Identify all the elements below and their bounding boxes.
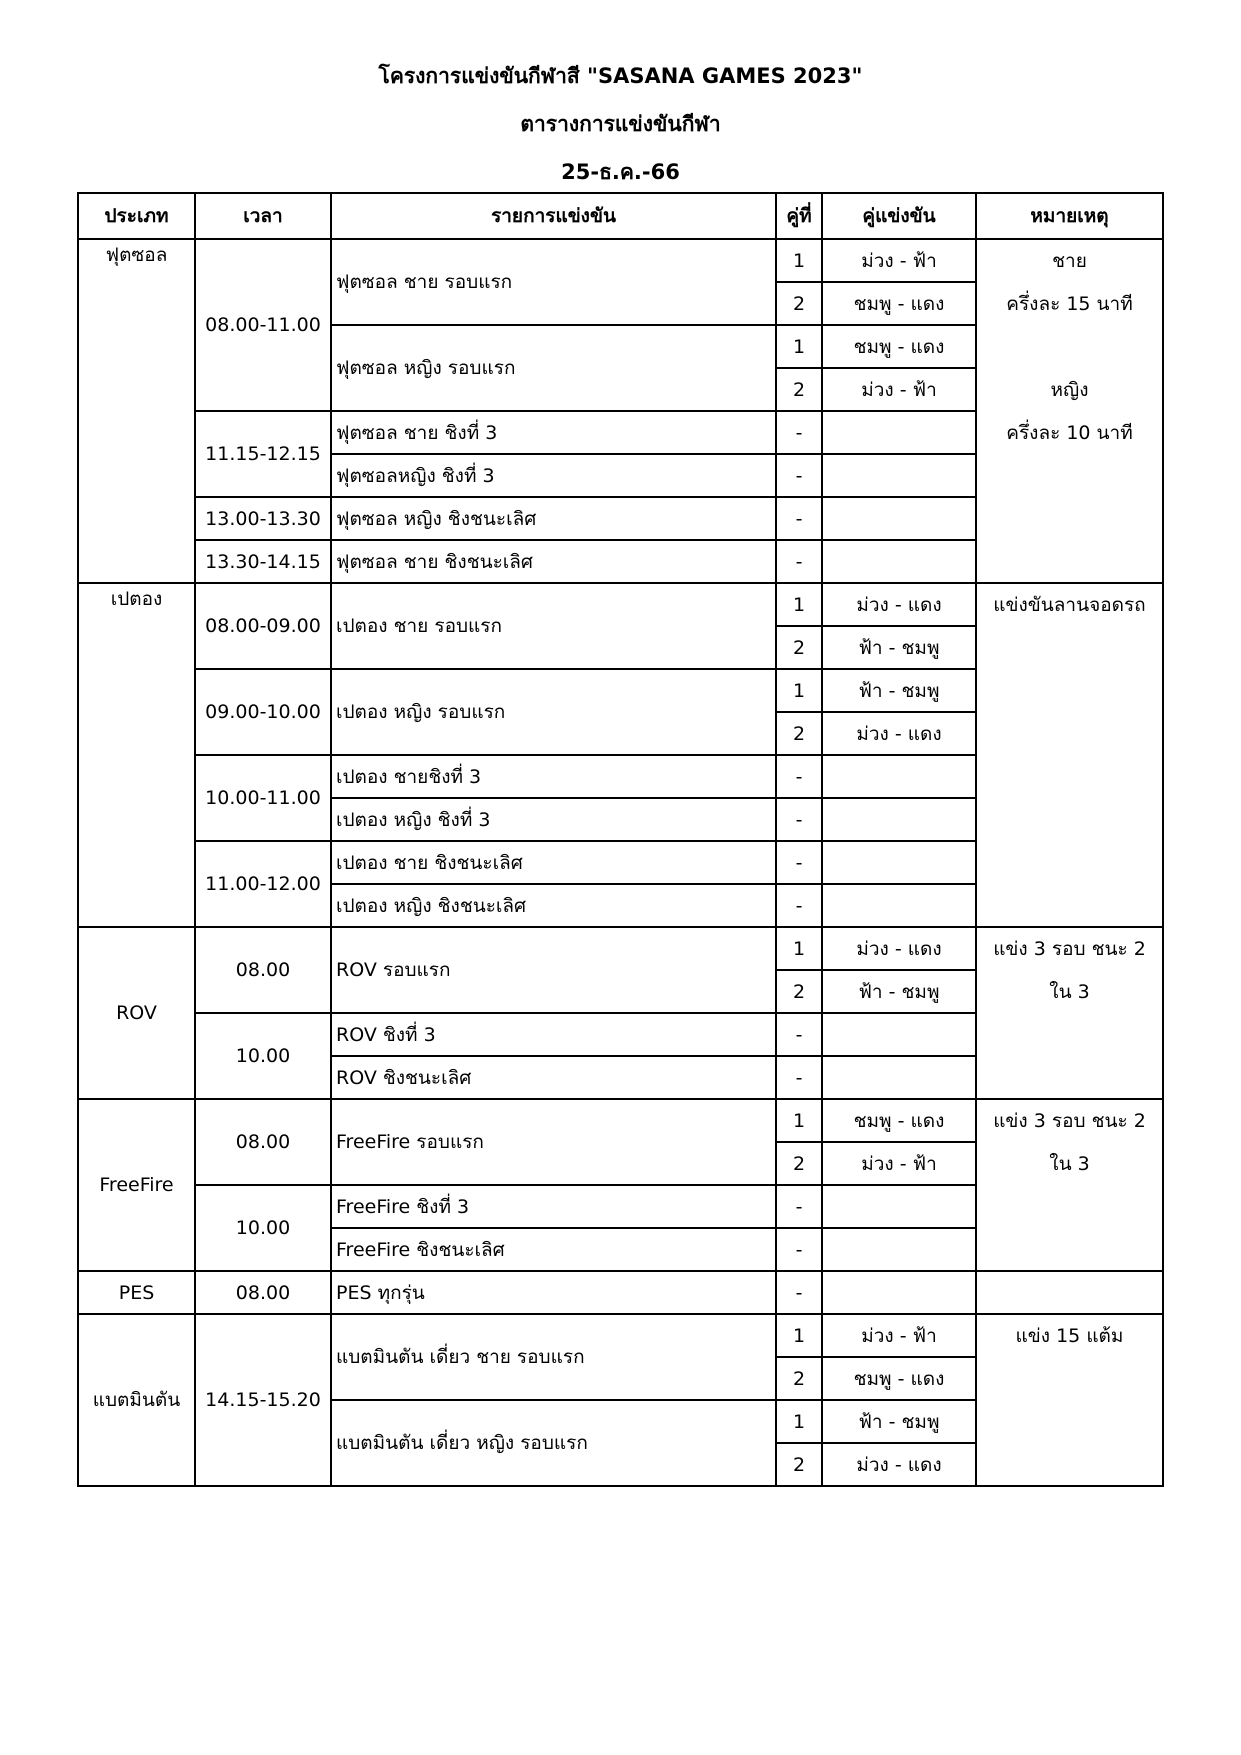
note-line: ชาย (1052, 250, 1087, 272)
pair-number-cell: 2 (776, 282, 822, 325)
match-cell: ชมพู - แดง (822, 325, 976, 368)
match-cell: ม่วง - แดง (822, 583, 976, 626)
note-line: หญิง (1050, 379, 1089, 401)
table-header-row (78, 193, 1163, 239)
pair-number-cell: - (776, 1185, 822, 1228)
event-cell: ฟุตซอล ชาย รอบแรก (331, 239, 776, 325)
pair-number-cell: - (776, 755, 822, 798)
note-line: แข่ง 15 แต้ม (1015, 1325, 1124, 1347)
event-cell: ROV ชิงชนะเลิศ (331, 1056, 776, 1099)
pair-number-cell: 1 (776, 1400, 822, 1443)
sport-type-cell: ฟุตซอล (78, 239, 195, 583)
pair-number-cell: 2 (776, 1357, 822, 1400)
note-line: ครึ่งละ 15 นาที (1006, 293, 1133, 315)
match-cell (822, 454, 976, 497)
pair-number-cell: 2 (776, 1443, 822, 1486)
match-cell (822, 1013, 976, 1056)
pair-number-cell: - (776, 497, 822, 540)
page-subtitle: ตารางการแข่งขันกีฬา (520, 112, 721, 136)
time-cell: 09.00-10.00 (195, 669, 331, 755)
note-line: แข่ง 3 รอบ ชนะ 2 (993, 1110, 1146, 1132)
pair-number-cell: - (776, 884, 822, 927)
pair-number-cell: - (776, 1228, 822, 1271)
pair-number-cell: - (776, 841, 822, 884)
event-cell: เปตอง หญิง ชิงที่ 3 (331, 798, 776, 841)
time-cell: 10.00 (195, 1013, 331, 1099)
sport-type-cell: แบตมินตัน (78, 1314, 195, 1486)
note-cell (976, 927, 1163, 1099)
event-cell: เปตอง ชาย รอบแรก (331, 583, 776, 669)
match-cell (822, 497, 976, 540)
match-cell (822, 841, 976, 884)
pair-number-cell: - (776, 1056, 822, 1099)
time-cell: 10.00-11.00 (195, 755, 331, 841)
time-cell: 08.00-09.00 (195, 583, 331, 669)
match-cell: ฟ้า - ชมพู (822, 669, 976, 712)
event-cell: ฟุตซอล หญิง รอบแรก (331, 325, 776, 411)
event-cell: ROV ชิงที่ 3 (331, 1013, 776, 1056)
match-cell (822, 1056, 976, 1099)
match-cell: ฟ้า - ชมพู (822, 1400, 976, 1443)
pair-number-cell: - (776, 1271, 822, 1314)
match-cell: ม่วง - แดง (822, 927, 976, 970)
note-line: ใน 3 (1049, 1153, 1090, 1175)
table-row (78, 1099, 1163, 1142)
sport-type-cell: เปตอง (78, 583, 195, 927)
pair-number-cell: - (776, 540, 822, 583)
table-row (78, 927, 1163, 970)
pair-number-cell: - (776, 798, 822, 841)
time-cell: 13.00-13.30 (195, 497, 331, 540)
note-line: ใน 3 (1049, 981, 1090, 1003)
match-cell (822, 1185, 976, 1228)
event-cell: เปตอง หญิง ชิงชนะเลิศ (331, 884, 776, 927)
column-header-match: คู่แข่งขัน (822, 193, 976, 239)
time-cell: 08.00 (195, 1271, 331, 1314)
note-line: แข่งขันลานจอดรถ (993, 594, 1146, 616)
event-cell: ฟุตซอล หญิง ชิงชนะเลิศ (331, 497, 776, 540)
time-cell: 13.30-14.15 (195, 540, 331, 583)
match-cell (822, 411, 976, 454)
match-cell (822, 755, 976, 798)
time-cell: 08.00 (195, 927, 331, 1013)
pair-number-cell: 1 (776, 927, 822, 970)
event-cell: ROV รอบแรก (331, 927, 776, 1013)
sport-type-cell: PES (78, 1271, 195, 1314)
match-cell: ฟ้า - ชมพู (822, 970, 976, 1013)
column-header-time: เวลา (195, 193, 331, 239)
event-cell: แบตมินตัน เดี่ยว ชาย รอบแรก (331, 1314, 776, 1400)
match-cell (822, 884, 976, 927)
table-row (78, 1314, 1163, 1357)
event-cell: ฟุตซอลหญิง ชิงที่ 3 (331, 454, 776, 497)
note-spacer (981, 326, 1158, 369)
pair-number-cell: 1 (776, 669, 822, 712)
time-cell: 08.00 (195, 1099, 331, 1185)
event-cell: ฟุตซอล ชาย ชิงที่ 3 (331, 411, 776, 454)
pair-number-cell: 1 (776, 1099, 822, 1142)
sport-type-cell: ROV (78, 927, 195, 1099)
pair-number-cell: 2 (776, 368, 822, 411)
match-cell: ชมพู - แดง (822, 1357, 976, 1400)
event-cell: FreeFire รอบแรก (331, 1099, 776, 1185)
table-row (78, 583, 1163, 626)
pair-number-cell: 1 (776, 325, 822, 368)
pair-number-cell: 1 (776, 239, 822, 282)
pair-number-cell: - (776, 1013, 822, 1056)
match-cell: ม่วง - ฟ้า (822, 239, 976, 282)
time-cell: 08.00-11.00 (195, 239, 331, 411)
column-header-pair-no: คู่ที่ (776, 193, 822, 239)
note-cell (976, 1099, 1163, 1271)
pair-number-cell: 1 (776, 583, 822, 626)
match-cell: ม่วง - ฟ้า (822, 1142, 976, 1185)
time-cell: 11.15-12.15 (195, 411, 331, 497)
event-cell: FreeFire ชิงที่ 3 (331, 1185, 776, 1228)
pair-number-cell: 1 (776, 1314, 822, 1357)
match-cell: ม่วง - แดง (822, 712, 976, 755)
sport-type-cell: FreeFire (78, 1099, 195, 1271)
event-cell: PES ทุกรุ่น (331, 1271, 776, 1314)
event-cell: เปตอง หญิง รอบแรก (331, 669, 776, 755)
pair-number-cell: 2 (776, 626, 822, 669)
time-cell: 11.00-12.00 (195, 841, 331, 927)
match-cell (822, 1228, 976, 1271)
page-title: โครงการแข่งขันกีฬาสี "SASANA GAMES 2023" (378, 64, 863, 88)
match-cell: ม่วง - แดง (822, 1443, 976, 1486)
table-row (78, 1271, 1163, 1314)
match-cell: ชมพู - แดง (822, 282, 976, 325)
match-cell (822, 798, 976, 841)
event-cell: ฟุตซอล ชาย ชิงชนะเลิศ (331, 540, 776, 583)
column-header-type: ประเภท (78, 193, 195, 239)
note-cell (976, 239, 1163, 583)
pair-number-cell: - (776, 454, 822, 497)
note-line: แข่ง 3 รอบ ชนะ 2 (993, 938, 1146, 960)
event-cell: เปตอง ชาย ชิงชนะเลิศ (331, 841, 776, 884)
time-cell: 14.15-15.20 (195, 1314, 331, 1486)
pair-number-cell: 2 (776, 712, 822, 755)
note-cell (976, 583, 1163, 927)
schedule-table (77, 192, 1164, 1487)
note-cell (976, 1271, 1163, 1314)
note-cell (976, 1314, 1163, 1486)
match-cell: ฟ้า - ชมพู (822, 626, 976, 669)
pair-number-cell: - (776, 411, 822, 454)
page-date: 25-ธ.ค.-66 (561, 160, 680, 184)
event-cell: แบตมินตัน เดี่ยว หญิง รอบแรก (331, 1400, 776, 1486)
event-cell: เปตอง ชายชิงที่ 3 (331, 755, 776, 798)
pair-number-cell: 2 (776, 1142, 822, 1185)
pair-number-cell: 2 (776, 970, 822, 1013)
match-cell (822, 540, 976, 583)
match-cell: ม่วง - ฟ้า (822, 368, 976, 411)
match-cell: ชมพู - แดง (822, 1099, 976, 1142)
event-cell: FreeFire ชิงชนะเลิศ (331, 1228, 776, 1271)
match-cell: ม่วง - ฟ้า (822, 1314, 976, 1357)
match-cell (822, 1271, 976, 1314)
column-header-event: รายการแข่งขัน (331, 193, 776, 239)
note-line: ครึ่งละ 10 นาที (1006, 422, 1133, 444)
time-cell: 10.00 (195, 1185, 331, 1271)
table-row (78, 239, 1163, 282)
column-header-note: หมายเหตุ (976, 193, 1163, 239)
